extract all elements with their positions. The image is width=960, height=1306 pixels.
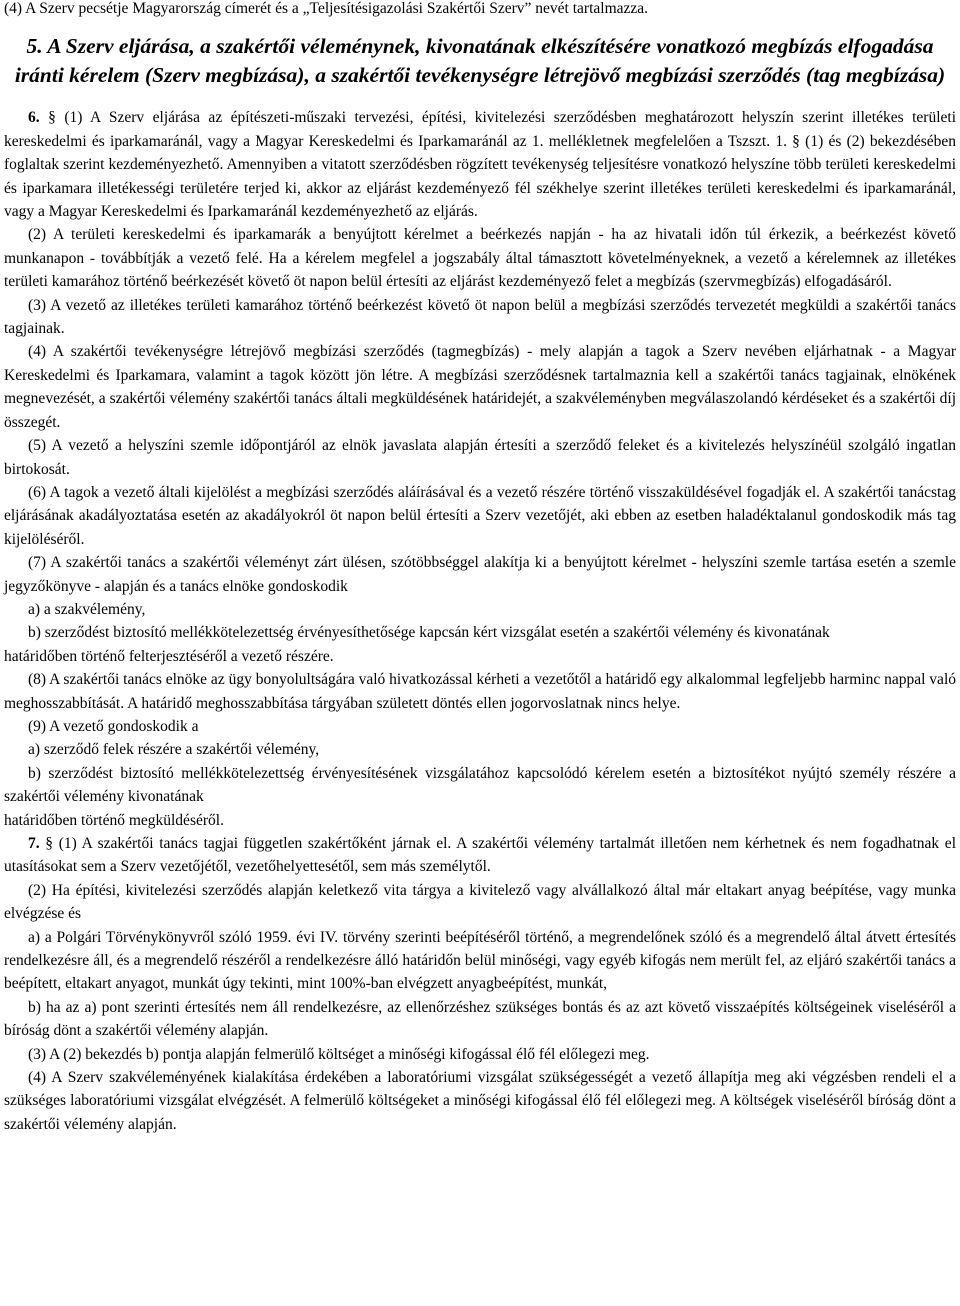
- list-item-6-9-a: a) szerződő felek részére a szakértői vélemény,: [28, 741, 320, 759]
- paragraph-6-9-closing: határidőben történő megküldéséről.: [4, 811, 224, 829]
- paragraph-6-5: (5) A vezető a helyszíni szemle időpontjáról az elnök javaslata alapján értesíti a szerződő feleket és a kivitelezés helyszínéül szolgáló ingatlan birtokosát.: [4, 437, 956, 478]
- list-item-7-2-a: a) a Polgári Törvénykönyvről szóló 1959. évi IV. törvény szerinti beépítéséről történő, a megrendelőnek szóló és a megrendelő által átvett értesítés rendelkezésre áll, és a megrendelő részéről a rendelkezésre álló határidőn belül minőségi, vagy egyéb kifogás nem merült fel, az eljáró szakértői tanács a beépített, eltakart anyagot, munkát úgy tekinti, mint 100%-ban elvégzett anyagbeépítést, munkát,: [4, 928, 956, 993]
- list-item-6-7-b: b) szerződést biztosító mellékkötelezettség érvényesíthetősége kapcsán kért vizsgálat esetén a szakértői vélemény és kivonatának: [28, 624, 830, 642]
- paragraph-6-9: (9) A vezető gondoskodik a: [28, 717, 199, 735]
- paragraph-7-1-text: § (1) A szakértői tanács tagjai független szakértőként járnak el. A szakértői vélemény tartalmát illetően nem kérhetnek és nem fogadhatnak el utasításokat sem a Szerv vezetőjétől, vezetőhelyettesétől, sem más személytől.: [4, 835, 956, 876]
- paragraph-7-2: (2) Ha építési, kivitelezési szerződés alapján keletkező vita tárgya a kivitelező vagy alvállalkozó által már eltakart anyag beépítése, vagy munka elvégzése és: [4, 881, 956, 923]
- section-heading: 5. A Szerv eljárása, a szakértői véleménynek, kivonatának elkészítésére vonatkozó megbízás elfogadása iránti kérelem (Szerv megbízása), a szakértői tevékenységre létrejövő megbízási szerződés (tag megbízása): [14, 34, 946, 88]
- paragraph-7-3: (3) A (2) bekezdés b) pontja alapján felmerülő költséget a minőségi kifogással élő fél előlegezi meg.: [28, 1045, 650, 1063]
- list-item-6-7-a: a) a szakvélemény,: [28, 600, 146, 618]
- paragraph-4-seal: (4) A Szerv pecsétje Magyarország címerét és a „Teljesítésigazolási Szakértői Szerv” nevét tartalmazza.: [4, 0, 649, 17]
- list-item-6-9-b: b) szerződést biztosító mellékkötelezettség érvényesítésének vizsgálatához kapcsolódó kérelem esetén a biztosítékot nyújtó személy részére a szakértői vélemény kivonatának: [4, 764, 956, 806]
- paragraph-6-6: (6) A tagok a vezető általi kijelölést a megbízási szerződés aláírásával és a vezető részére történő visszaküldésével fogadják el. A szakértői tanácstag eljárásának akadályoztatása esetén az akadályokról öt napon belül értesíti a Szerv vezetőjét, aki ebben az esetben haladéktalanul gondoskodik más tag kijelöléséről.: [4, 483, 956, 548]
- paragraph-6-3: (3) A vezető az illetékes területi kamarához történő beérkezést követő öt napon belül a megbízási szerződés tervezetét megküldi a szakértői tanács tagjainak.: [4, 296, 956, 338]
- paragraph-7-1: [4, 832, 956, 879]
- list-item-7-2-b: b) ha az a) pont szerinti értesítés nem áll rendelkezésre, az ellenőrzéshez szükséges bontás és az azt követő visszaépítés költségeinek viseléséről a bíróság dönt a szakértői vélemény alapján.: [4, 998, 956, 1040]
- paragraph-7-4: (4) A Szerv szakvéleményének kialakítása érdekében a laboratóriumi vizsgálat szükségességét a vezető állapítja meg aki végzésben rendeli el a szükséges laboratóriumi vizsgálat elvégzését. A felmerülő költségeket a minőségi kifogással élő fél előlegezi meg. A költségek viseléséről bíróság dönt a szakértői vélemény alapján.: [4, 1069, 956, 1133]
- section-number-6: 6.: [28, 109, 49, 127]
- paragraph-6-7-closing: határidőben történő felterjesztéséről a vezető részére.: [4, 647, 334, 665]
- paragraph-6-7: (7) A szakértői tanács a szakértői véleményt zárt ülésen, szótöbbséggel alakítja ki a benyújtott kérelmet - helyszíni szemle tartása esetén a szemle jegyzőkönyve - alapján és a tanács elnöke gondoskodik: [4, 554, 956, 595]
- paragraph-6-4: (4) A szakértői tevékenységre létrejövő megbízási szerződés (tagmegbízás) - mely alapján a tagok a Szerv nevében eljárhatnak - a Magyar Kereskedelmi és Iparkamara, valamint a tagok között jön létre. A megbízási szerződésnek tartalmaznia kell a szakértői tanács tagjainak, elnökének megnevezését, a szakértői vélemény szakértői tanács általi megküldésének határidejét, a szakvéleményben megválaszolandó kérdéseket és a szakértői díj összegét.: [4, 343, 956, 431]
- paragraph-6-8: (8) A szakértői tanács elnöke az ügy bonyolultságára való hivatkozással kérheti a vezetőtől a határidő egy alkalommal legfeljebb harminc nappal való meghosszabbítását. A határidő meghosszabbítása tárgyában született döntés ellen jogorvoslatnak nincs helye.: [4, 671, 956, 712]
- paragraph-6-1: [4, 106, 956, 223]
- paragraph-6-1-text: § (1) A Szerv eljárása az építészeti-műszaki tervezési, építési, kivitelezési szerződésben meghatározott helyszín szerint illetékes területi kereskedelmi és iparkamaránál, vagy a Magyar Kereskedelmi és Iparkamaránál az 1. mellékletnek megfelelően a Tszszt. 1. § (1) és (2) bekezdésében foglaltak szerint kezdeményezhető. Amennyiben a vitatott szerződésben rögzített tevékenység teljesítésre vonatkozó helyszíne több területi kereskedelmi és iparkamara illetékességi területére terjed ki, akkor az eljárást kezdeményező fél székhelye szerint illetékes területi kereskedelmi és iparkamaránál, vagy a Magyar Kereskedelmi és Iparkamaránál kezdeményezhető az eljárás.: [4, 109, 957, 221]
- paragraph-6-2: (2) A területi kereskedelmi és iparkamarák a benyújtott kérelmet a beérkezés napján - ha az hivatali időn túl érkezik, a beérkezést követő munkanapon - továbbítják a vezető felé. Ha a kérelem megfelel a jogszabály által támasztott követelményeknek, a vezető a kérelemnek az illetékes területi kamarához történő beérkezését követő öt napon belül értesíti az eljárást kezdeményező felet a megbízás (szervmegbízás) elfogadásáról.: [4, 226, 956, 291]
- section-number-7: 7.: [28, 835, 46, 852]
